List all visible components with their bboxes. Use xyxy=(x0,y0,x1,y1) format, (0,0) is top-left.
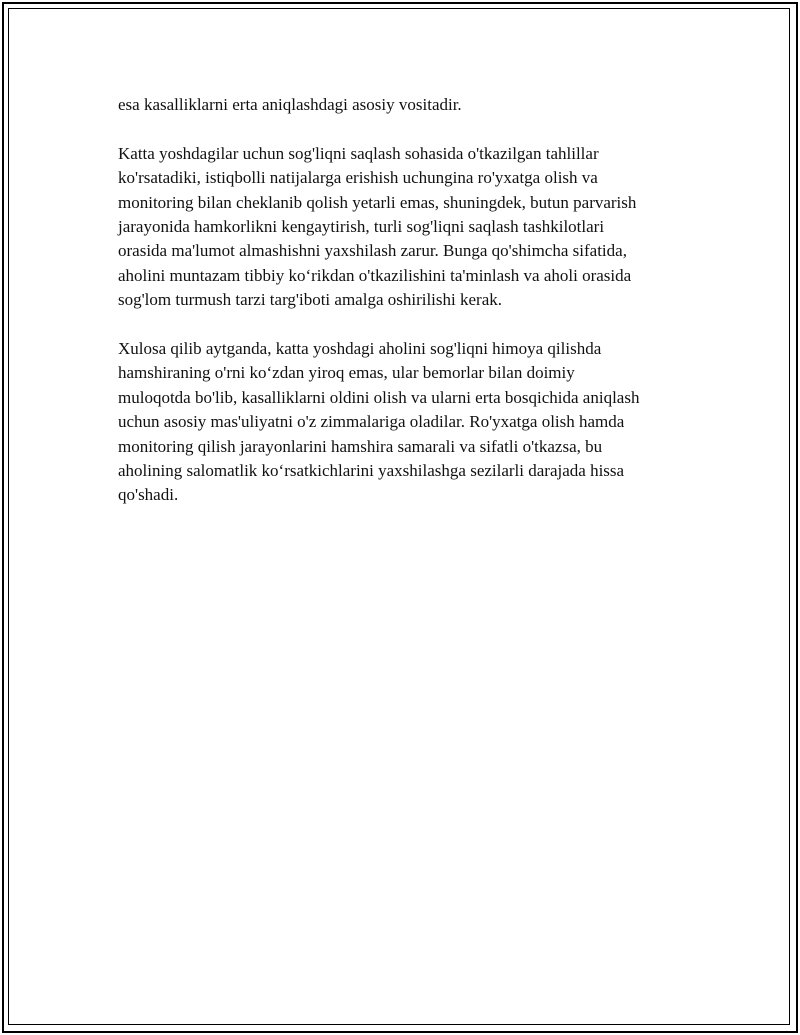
text-line: muloqotda bo'lib, kasalliklarni oldini olish va ularni erta bosqichida aniqlash xyxy=(118,387,640,407)
text-line: uchun asosiy mas'uliyatni o'z zimmalariga oladilar. Ro'yxatga olish hamda xyxy=(118,412,625,432)
text-line: sog'lom turmush tarzi targ'iboti amalga oshirilishi kerak. xyxy=(118,290,502,310)
text-line: ko'rsatadiki, istiqbolli natijalarga erishish uchungina ro'yxatga olish va xyxy=(118,168,598,188)
text-line: Katta yoshdagilar uchun sog'liqni saqlash sohasida o'tkazilgan tahlillar xyxy=(118,143,599,163)
text-line: monitoring bilan cheklanib qolish yetarli emas, shuningdek, butun parvarish xyxy=(118,192,637,212)
text-line: hamshiraning o'rni koʻzdan yiroq emas, ular bemorlar bilan doimiy xyxy=(118,363,575,383)
text-line: Xulosa qilib aytganda, katta yoshdagi aholini sog'liqni himoya qilishda xyxy=(118,339,602,359)
text-line: monitoring qilish jarayonlarini hamshira samarali va sifatli o'tkazsa, bu xyxy=(118,436,603,456)
text-line: aholini muntazam tibbiy koʻrikdan o'tkazilishini ta'minlash va aholi orasida xyxy=(118,265,632,285)
document-body xyxy=(118,93,698,532)
paragraph-2 xyxy=(118,142,698,313)
text-line: qo'shadi. xyxy=(118,485,179,505)
paragraph-3 xyxy=(118,337,698,508)
paragraph-1 xyxy=(118,93,698,117)
text-line: jarayonida hamkorlikni kengaytirish, turli sog'liqni saqlash tashkilotlari xyxy=(118,217,605,237)
text-line: esa kasalliklarni erta aniqlashdagi asosiy vositadir. xyxy=(118,95,462,114)
text-line: orasida ma'lumot almashishni yaxshilash zarur. Bunga qo'shimcha sifatida, xyxy=(118,241,627,261)
text-line: aholining salomatlik koʻrsatkichlarini yaxshilashga sezilarli darajada hissa xyxy=(118,461,625,481)
